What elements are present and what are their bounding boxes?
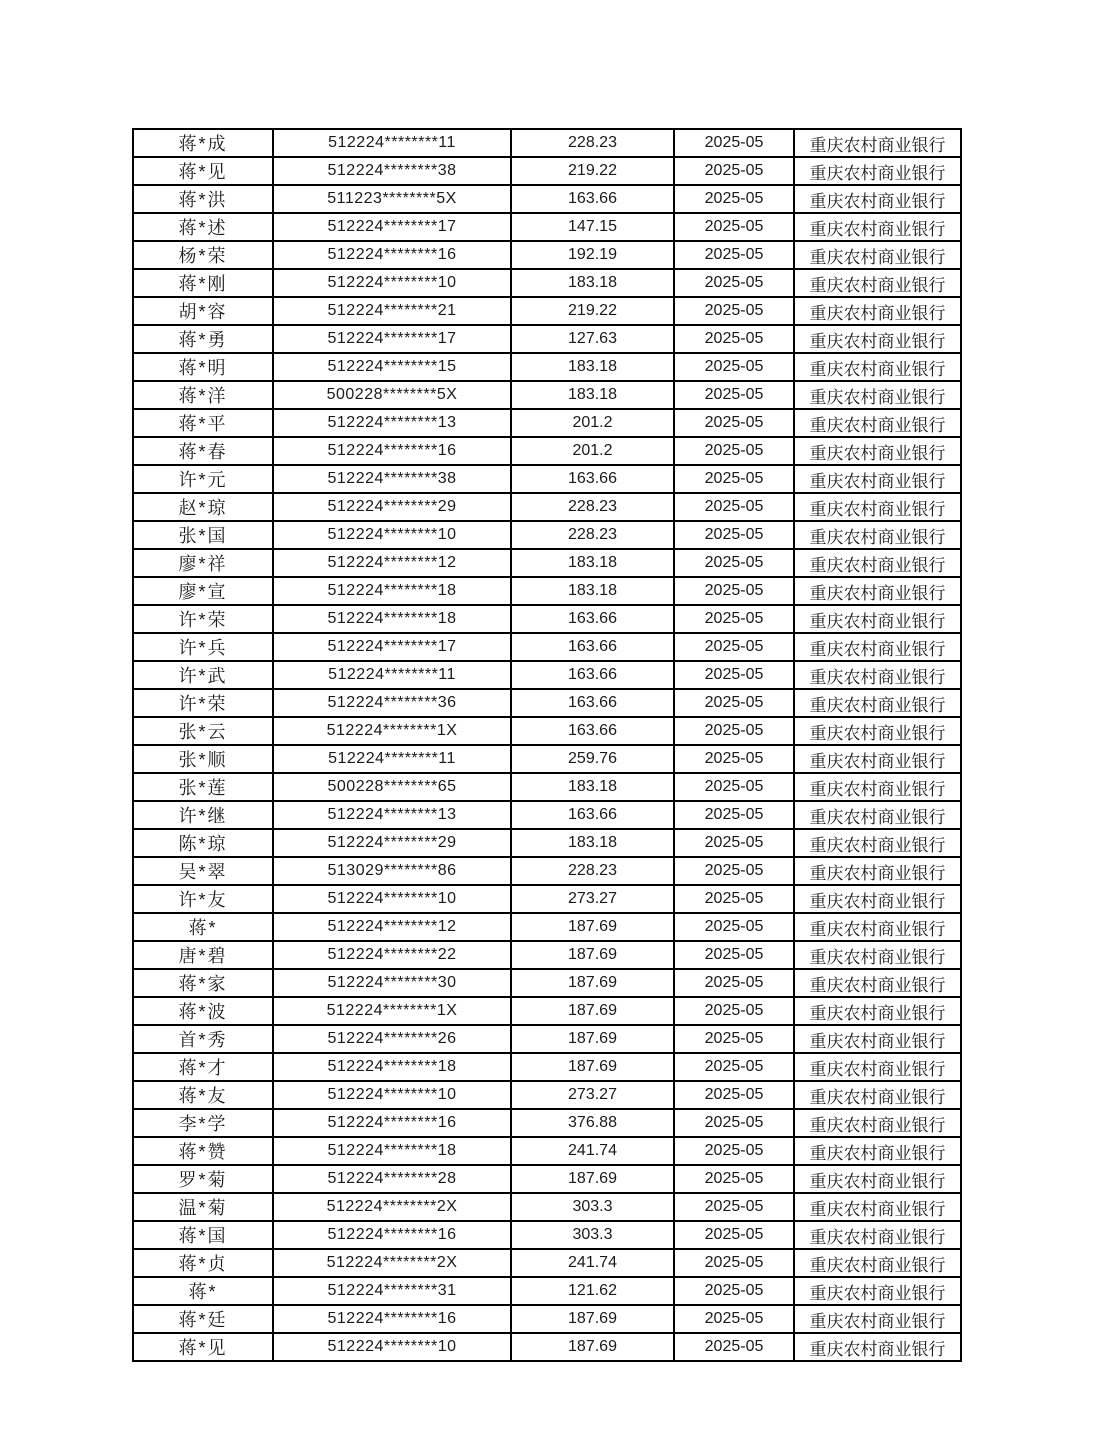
month-cell: 2025-05 [674,1193,794,1221]
name-cell: 唐*碧 [133,941,273,969]
table-row [133,1221,961,1249]
amount-cell: 273.27 [511,1081,674,1109]
bank-cell: 重庆农村商业银行 [794,801,961,829]
month-cell: 2025-05 [674,269,794,297]
id-number-cell: 512224********1X [273,997,511,1025]
table-row [133,1165,961,1193]
amount-cell: 121.62 [511,1277,674,1305]
name-cell: 蒋*赞 [133,1137,273,1165]
id-number-cell: 513029********86 [273,857,511,885]
month-cell: 2025-05 [674,325,794,353]
id-number-cell: 512224********17 [273,325,511,353]
id-number-cell: 512224********22 [273,941,511,969]
id-number-cell: 512224********11 [273,745,511,773]
name-cell: 首*秀 [133,1025,273,1053]
name-cell: 蒋*春 [133,437,273,465]
month-cell: 2025-05 [674,857,794,885]
bank-cell: 重庆农村商业银行 [794,969,961,997]
id-number-cell: 512224********2X [273,1193,511,1221]
bank-cell: 重庆农村商业银行 [794,297,961,325]
month-cell: 2025-05 [674,437,794,465]
bank-cell: 重庆农村商业银行 [794,745,961,773]
name-cell: 杨*荣 [133,241,273,269]
bank-cell: 重庆农村商业银行 [794,661,961,689]
table-row [133,269,961,297]
bank-cell: 重庆农村商业银行 [794,857,961,885]
id-number-cell: 512224********12 [273,913,511,941]
bank-cell: 重庆农村商业银行 [794,1277,961,1305]
table-row [133,1137,961,1165]
month-cell: 2025-05 [674,549,794,577]
bank-cell: 重庆农村商业银行 [794,941,961,969]
bank-cell: 重庆农村商业银行 [794,633,961,661]
amount-cell: 187.69 [511,913,674,941]
bank-cell: 重庆农村商业银行 [794,409,961,437]
name-cell: 陈*琼 [133,829,273,857]
bank-cell: 重庆农村商业银行 [794,465,961,493]
name-cell: 蒋*波 [133,997,273,1025]
name-cell: 许*武 [133,661,273,689]
bank-cell: 重庆农村商业银行 [794,997,961,1025]
id-number-cell: 500228********5X [273,381,511,409]
table-row [133,885,961,913]
id-number-cell: 512224********30 [273,969,511,997]
name-cell: 蒋* [133,913,273,941]
id-number-cell: 512224********18 [273,605,511,633]
month-cell: 2025-05 [674,129,794,157]
bank-cell: 重庆农村商业银行 [794,829,961,857]
table-row [133,465,961,493]
id-number-cell: 512224********10 [273,269,511,297]
name-cell: 罗*菊 [133,1165,273,1193]
id-number-cell: 512224********16 [273,437,511,465]
name-cell: 温*菊 [133,1193,273,1221]
name-cell: 廖*祥 [133,549,273,577]
table-row [133,801,961,829]
bank-cell: 重庆农村商业银行 [794,185,961,213]
id-number-cell: 512224********10 [273,1081,511,1109]
name-cell: 廖*宣 [133,577,273,605]
table-row [133,521,961,549]
name-cell: 张*顺 [133,745,273,773]
amount-cell: 219.22 [511,297,674,325]
table-row [133,829,961,857]
payment-table [132,128,962,1362]
amount-cell: 187.69 [511,1025,674,1053]
amount-cell: 187.69 [511,1333,674,1361]
amount-cell: 259.76 [511,745,674,773]
name-cell: 张*国 [133,521,273,549]
id-number-cell: 512224********2X [273,1249,511,1277]
bank-cell: 重庆农村商业银行 [794,549,961,577]
bank-cell: 重庆农村商业银行 [794,1165,961,1193]
name-cell: 蒋*勇 [133,325,273,353]
amount-cell: 303.3 [511,1221,674,1249]
id-number-cell: 512224********17 [273,213,511,241]
table-row [133,633,961,661]
id-number-cell: 512224********13 [273,409,511,437]
id-number-cell: 511223********5X [273,185,511,213]
month-cell: 2025-05 [674,885,794,913]
id-number-cell: 500228********65 [273,773,511,801]
table-row [133,745,961,773]
name-cell: 许*继 [133,801,273,829]
bank-cell: 重庆农村商业银行 [794,353,961,381]
month-cell: 2025-05 [674,689,794,717]
amount-cell: 303.3 [511,1193,674,1221]
month-cell: 2025-05 [674,577,794,605]
id-number-cell: 512224********26 [273,1025,511,1053]
bank-cell: 重庆农村商业银行 [794,325,961,353]
month-cell: 2025-05 [674,1277,794,1305]
amount-cell: 187.69 [511,1305,674,1333]
bank-cell: 重庆农村商业银行 [794,437,961,465]
id-number-cell: 512224********38 [273,157,511,185]
id-number-cell: 512224********18 [273,577,511,605]
id-number-cell: 512224********28 [273,1165,511,1193]
bank-cell: 重庆农村商业银行 [794,381,961,409]
amount-cell: 187.69 [511,997,674,1025]
table-row [133,605,961,633]
name-cell: 蒋*成 [133,129,273,157]
bank-cell: 重庆农村商业银行 [794,1333,961,1361]
amount-cell: 183.18 [511,381,674,409]
table-row [133,969,961,997]
id-number-cell: 512224********10 [273,521,511,549]
table-row [133,241,961,269]
table-row [133,185,961,213]
amount-cell: 187.69 [511,941,674,969]
table-row [133,353,961,381]
table-row [133,297,961,325]
id-number-cell: 512224********17 [273,633,511,661]
month-cell: 2025-05 [674,745,794,773]
amount-cell: 228.23 [511,493,674,521]
name-cell: 蒋*国 [133,1221,273,1249]
amount-cell: 163.66 [511,717,674,745]
amount-cell: 201.2 [511,437,674,465]
bank-cell: 重庆农村商业银行 [794,885,961,913]
amount-cell: 163.66 [511,801,674,829]
name-cell: 蒋*才 [133,1053,273,1081]
table-row [133,941,961,969]
amount-cell: 228.23 [511,129,674,157]
month-cell: 2025-05 [674,717,794,745]
table-row [133,1333,961,1361]
amount-cell: 183.18 [511,549,674,577]
amount-cell: 241.74 [511,1249,674,1277]
name-cell: 许*荣 [133,689,273,717]
amount-cell: 201.2 [511,409,674,437]
id-number-cell: 512224********36 [273,689,511,717]
bank-cell: 重庆农村商业银行 [794,157,961,185]
name-cell: 蒋*刚 [133,269,273,297]
id-number-cell: 512224********11 [273,661,511,689]
id-number-cell: 512224********18 [273,1137,511,1165]
month-cell: 2025-05 [674,381,794,409]
id-number-cell: 512224********29 [273,829,511,857]
table-row [133,1053,961,1081]
bank-cell: 重庆农村商业银行 [794,773,961,801]
bank-cell: 重庆农村商业银行 [794,689,961,717]
id-number-cell: 512224********16 [273,1109,511,1137]
name-cell: 蒋*贞 [133,1249,273,1277]
bank-cell: 重庆农村商业银行 [794,521,961,549]
bank-cell: 重庆农村商业银行 [794,1249,961,1277]
id-number-cell: 512224********11 [273,129,511,157]
month-cell: 2025-05 [674,661,794,689]
month-cell: 2025-05 [674,969,794,997]
month-cell: 2025-05 [674,493,794,521]
table-row [133,1249,961,1277]
table-row [133,549,961,577]
id-number-cell: 512224********29 [273,493,511,521]
month-cell: 2025-05 [674,185,794,213]
name-cell: 蒋*见 [133,1333,273,1361]
bank-cell: 重庆农村商业银行 [794,1025,961,1053]
name-cell: 蒋*平 [133,409,273,437]
name-cell: 许*元 [133,465,273,493]
table-row [133,689,961,717]
amount-cell: 241.74 [511,1137,674,1165]
name-cell: 蒋* [133,1277,273,1305]
amount-cell: 228.23 [511,857,674,885]
month-cell: 2025-05 [674,521,794,549]
name-cell: 蒋*明 [133,353,273,381]
month-cell: 2025-05 [674,157,794,185]
table-row [133,1025,961,1053]
id-number-cell: 512224********16 [273,241,511,269]
name-cell: 吴*翠 [133,857,273,885]
bank-cell: 重庆农村商业银行 [794,1109,961,1137]
name-cell: 李*学 [133,1109,273,1137]
bank-cell: 重庆农村商业银行 [794,1081,961,1109]
amount-cell: 187.69 [511,1053,674,1081]
bank-cell: 重庆农村商业银行 [794,269,961,297]
table-row [133,1193,961,1221]
month-cell: 2025-05 [674,1137,794,1165]
month-cell: 2025-05 [674,465,794,493]
table-row [133,661,961,689]
month-cell: 2025-05 [674,1165,794,1193]
name-cell: 许*兵 [133,633,273,661]
table-row [133,1277,961,1305]
month-cell: 2025-05 [674,1081,794,1109]
table-row [133,157,961,185]
name-cell: 胡*容 [133,297,273,325]
amount-cell: 183.18 [511,269,674,297]
month-cell: 2025-05 [674,1109,794,1137]
name-cell: 赵*琼 [133,493,273,521]
id-number-cell: 512224********13 [273,801,511,829]
table-row [133,381,961,409]
id-number-cell: 512224********16 [273,1305,511,1333]
month-cell: 2025-05 [674,913,794,941]
bank-cell: 重庆农村商业银行 [794,213,961,241]
month-cell: 2025-05 [674,997,794,1025]
amount-cell: 187.69 [511,969,674,997]
month-cell: 2025-05 [674,1221,794,1249]
month-cell: 2025-05 [674,353,794,381]
table-row [133,717,961,745]
amount-cell: 127.63 [511,325,674,353]
amount-cell: 219.22 [511,157,674,185]
bank-cell: 重庆农村商业银行 [794,605,961,633]
amount-cell: 163.66 [511,633,674,661]
amount-cell: 163.66 [511,185,674,213]
name-cell: 蒋*家 [133,969,273,997]
name-cell: 许*友 [133,885,273,913]
id-number-cell: 512224********1X [273,717,511,745]
amount-cell: 192.19 [511,241,674,269]
name-cell: 蒋*友 [133,1081,273,1109]
table-row [133,325,961,353]
table-row [133,1109,961,1137]
name-cell: 许*荣 [133,605,273,633]
amount-cell: 163.66 [511,465,674,493]
bank-cell: 重庆农村商业银行 [794,241,961,269]
id-number-cell: 512224********10 [273,885,511,913]
name-cell: 蒋*见 [133,157,273,185]
amount-cell: 183.18 [511,353,674,381]
amount-cell: 163.66 [511,605,674,633]
table-row [133,1305,961,1333]
month-cell: 2025-05 [674,213,794,241]
bank-cell: 重庆农村商业银行 [794,1053,961,1081]
payment-table-body [133,129,961,1361]
name-cell: 蒋*洪 [133,185,273,213]
table-row [133,857,961,885]
bank-cell: 重庆农村商业银行 [794,1305,961,1333]
amount-cell: 228.23 [511,521,674,549]
month-cell: 2025-05 [674,1249,794,1277]
month-cell: 2025-05 [674,241,794,269]
name-cell: 蒋*洋 [133,381,273,409]
amount-cell: 183.18 [511,829,674,857]
name-cell: 蒋*述 [133,213,273,241]
table-row [133,493,961,521]
id-number-cell: 512224********15 [273,353,511,381]
id-number-cell: 512224********18 [273,1053,511,1081]
bank-cell: 重庆农村商业银行 [794,913,961,941]
month-cell: 2025-05 [674,941,794,969]
id-number-cell: 512224********12 [273,549,511,577]
amount-cell: 376.88 [511,1109,674,1137]
amount-cell: 183.18 [511,577,674,605]
id-number-cell: 512224********10 [273,1333,511,1361]
amount-cell: 273.27 [511,885,674,913]
month-cell: 2025-05 [674,1305,794,1333]
id-number-cell: 512224********16 [273,1221,511,1249]
month-cell: 2025-05 [674,297,794,325]
table-row [133,1081,961,1109]
bank-cell: 重庆农村商业银行 [794,1137,961,1165]
table-row [133,213,961,241]
table-row [133,577,961,605]
name-cell: 张*云 [133,717,273,745]
month-cell: 2025-05 [674,633,794,661]
month-cell: 2025-05 [674,605,794,633]
month-cell: 2025-05 [674,1333,794,1361]
table-row [133,129,961,157]
amount-cell: 163.66 [511,661,674,689]
month-cell: 2025-05 [674,829,794,857]
bank-cell: 重庆农村商业银行 [794,129,961,157]
name-cell: 张*莲 [133,773,273,801]
amount-cell: 183.18 [511,773,674,801]
month-cell: 2025-05 [674,1053,794,1081]
amount-cell: 187.69 [511,1165,674,1193]
bank-cell: 重庆农村商业银行 [794,1193,961,1221]
table-row [133,773,961,801]
month-cell: 2025-05 [674,801,794,829]
bank-cell: 重庆农村商业银行 [794,577,961,605]
month-cell: 2025-05 [674,409,794,437]
id-number-cell: 512224********38 [273,465,511,493]
id-number-cell: 512224********31 [273,1277,511,1305]
month-cell: 2025-05 [674,773,794,801]
bank-cell: 重庆农村商业银行 [794,1221,961,1249]
amount-cell: 147.15 [511,213,674,241]
table-row [133,913,961,941]
table-row [133,997,961,1025]
table-row [133,409,961,437]
name-cell: 蒋*廷 [133,1305,273,1333]
id-number-cell: 512224********21 [273,297,511,325]
table-row [133,437,961,465]
amount-cell: 163.66 [511,689,674,717]
month-cell: 2025-05 [674,1025,794,1053]
bank-cell: 重庆农村商业银行 [794,493,961,521]
bank-cell: 重庆农村商业银行 [794,717,961,745]
